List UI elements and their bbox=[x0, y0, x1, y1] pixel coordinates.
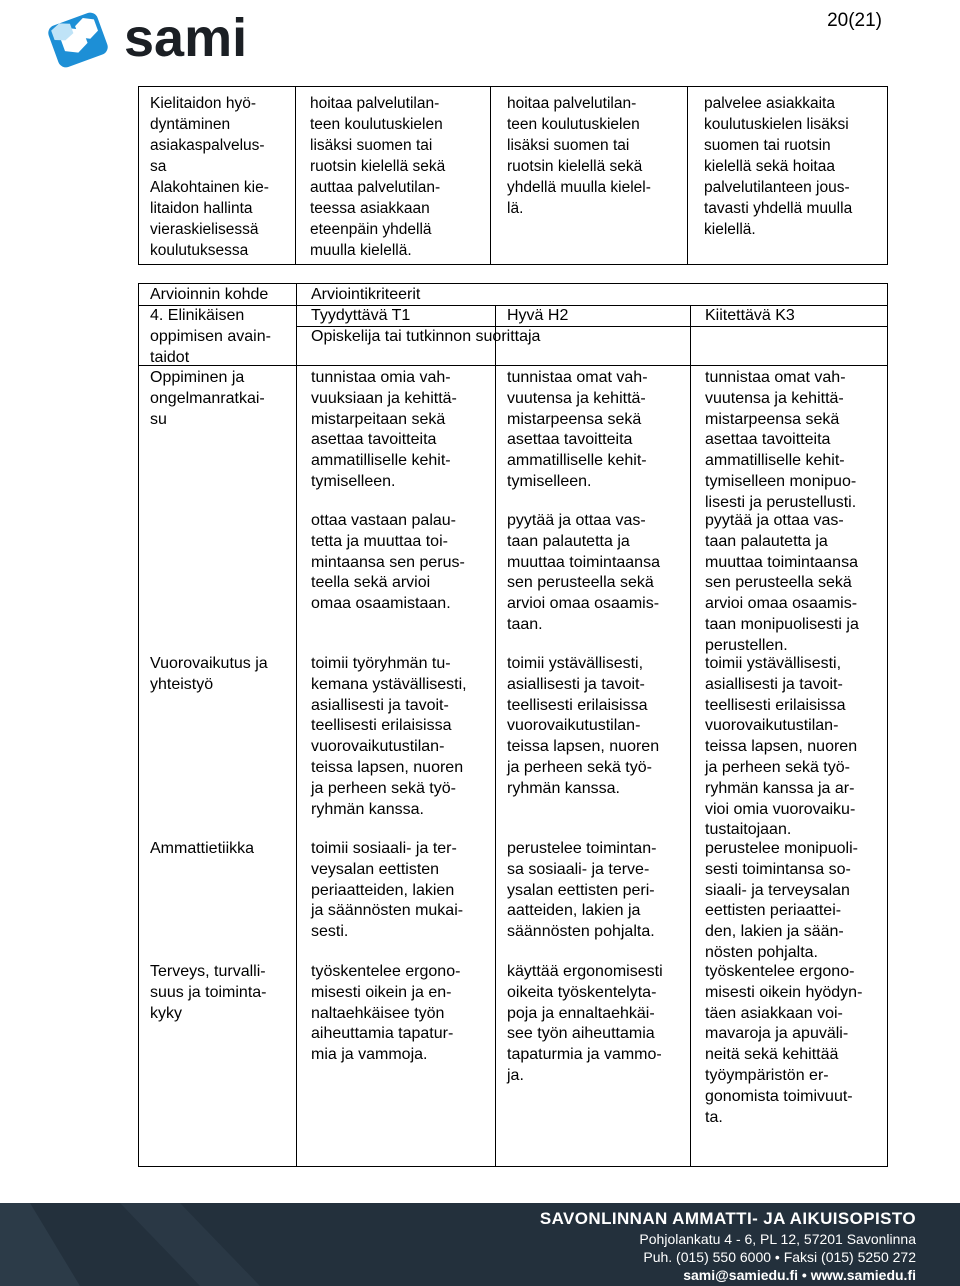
criterion-h2: toimii ystävällisesti, asiallisesti ja tavoit- teellisesti erilaisissa vuorovaikutustilan- teissa lapsen, nuoren ja perheen sekä työ- ryhmän kanssa. bbox=[507, 655, 660, 797]
section-title: 4. Elinikäisen oppimisen avain- taidot bbox=[150, 307, 271, 366]
criterion-h2: pyytää ja ottaa vas- taan palautetta ja muuttaa toimintaansa sen perusteella sekä arvioi omaa osaamis- taan. bbox=[507, 512, 660, 633]
footer-address: Pohjolankatu 4 - 6, PL 12, 57201 Savonlinna bbox=[639, 1231, 916, 1247]
t1-cell-h2: hoitaa palvelutilan- teen koulutuskielen lisäksi suomen tai ruotsin kielellä sekä yhdellä muulla kielel- lä. bbox=[507, 95, 651, 217]
page-number: 20(21) bbox=[827, 10, 882, 31]
header-kohde: Arvioinnin kohde bbox=[150, 286, 269, 303]
subject-line: Opiskelija tai tutkinnon suorittaja bbox=[311, 328, 541, 345]
criterion-h2: käyttää ergonomisesti oikeita työskentelyta- poja ja ennaltaehkäi- see työn aiheuttamia tapaturmia ja vammo- ja. bbox=[507, 963, 663, 1084]
t1-cell-k3: palvelee asiakkaita koulutuskielen lisäksi suomen tai ruotsin kielellä sekä hoitaa palvelutilanteen jous- tavasti yhdellä muulla kielellä. bbox=[704, 95, 853, 238]
criterion-label: Vuorovaikutus ja yhteistyö bbox=[150, 655, 268, 693]
grade-t1: Tyydyttävä T1 bbox=[311, 307, 411, 324]
criterion-k3: työskentelee ergono- misesti oikein hyödyn- täen asiakkaan voi- mavaroja ja apuväli- neitä sekä kehittää työympäristön er- gonomista toimivuut- ta. bbox=[705, 963, 863, 1126]
assessment-table bbox=[138, 283, 888, 1167]
criterion-t1: toimii sosiaali- ja ter- veysalan eettisten periaatteiden, lakien ja säännösten mukai- sesti. bbox=[311, 840, 464, 941]
criterion-k3: pyytää ja ottaa vas- taan palautetta ja muuttaa toimintaansa sen perusteella sekä arvioi omaa osaamis- taan monipuolisesti ja perustellen. bbox=[705, 512, 859, 654]
t1-col-h2 bbox=[490, 87, 688, 264]
language-skills-table bbox=[138, 86, 888, 265]
criterion-k3: tunnistaa omat vah- vuutensa ja kehittä- mistarpeensa sekä asettaa tavoitteita ammatilliselle kehit- tymiselleen monipuo- lisesti ja perustellusti. bbox=[705, 369, 857, 511]
footer-decoration bbox=[0, 1203, 600, 1286]
criterion-t1: työskentelee ergono- misesti oikein ja en- naltaehkäisee työn aiheuttamia tapatur- mia ja vammoja. bbox=[311, 963, 461, 1064]
footer-phone: Puh. (015) 550 6000 • Faksi (015) 5250 272 bbox=[643, 1249, 916, 1265]
grid-line bbox=[495, 306, 496, 1166]
t1-col-kohde bbox=[139, 87, 295, 264]
criterion-label: Oppiminen ja ongelmanratkai- su bbox=[150, 369, 265, 428]
criterion-k3: toimii ystävällisesti, asiallisesti ja tavoit- teellisesti erilaisissa vuorovaikutustilan- teissa lapsen, nuoren ja perheen sekä työ- ryhmän kanssa ja ar- vioi omia vuorovaiku- tustaitojaan. bbox=[705, 655, 858, 839]
header-kriteerit: Arviointikriteerit bbox=[311, 286, 421, 303]
criterion-t1: toimii työryhmän tu- kemana ystävällisesti, asiallisesti ja tavoit- teellisesti erilaisissa vuorovaikutustilan- teissa lapsen, nuoren ja perheen sekä työ- ryhmän kanssa. bbox=[311, 655, 467, 818]
t1-cell-kohde: Kielitaidon hyö- dyntäminen asiakaspalvelus- sa Alakohtainen kie- litaidon hallinta vieraskielisessä koulutuksessa bbox=[150, 95, 269, 259]
criterion-h2: tunnistaa omat vah- vuutensa ja kehittä- mistarpeensa sekä asettaa tavoitteita ammatilliselle kehit- tymiselleen. bbox=[507, 369, 648, 490]
t1-col-k3 bbox=[687, 87, 888, 264]
criterion-k3: perustelee monipuoli- sesti toimintansa so- siaali- ja terveysalan eettisten periaattei- den, lakien ja sään- nösten pohjalta. bbox=[705, 840, 858, 961]
grade-h2: Hyvä H2 bbox=[507, 307, 569, 324]
grade-k3: Kiitettävä K3 bbox=[705, 307, 795, 324]
criterion-label: Ammattietiikka bbox=[150, 840, 255, 857]
criterion-t1: tunnistaa omia vah- vuuksiaan ja kehittä- mistarpeitaan sekä asettaa tavoitteita ammatilliselle kehit- tymiselleen. bbox=[311, 369, 457, 490]
grid-line bbox=[296, 284, 297, 1166]
t1-col-t1 bbox=[295, 87, 491, 264]
footer-school: SAVONLINNAN AMMATTI- JA AIKUISOPISTO bbox=[539, 1209, 916, 1228]
footer-band bbox=[0, 1203, 960, 1286]
grid-line bbox=[690, 306, 691, 1166]
criterion-label: Terveys, turvalli- suus ja toiminta- kyky bbox=[150, 963, 267, 1022]
t1-cell-t1: hoitaa palvelutilan- teen koulutuskielen lisäksi suomen tai ruotsin kielellä sekä auttaa palvelutilan- teessa asiakkaan eteenpäin yhdellä muulla kielellä. bbox=[310, 95, 446, 259]
logo-wordmark: sami bbox=[124, 8, 248, 68]
criterion-t1: ottaa vastaan palau- tetta ja muuttaa toi- mintaansa sen perus- teella sekä arvioi omaa osaamistaan. bbox=[311, 512, 465, 613]
sami-logo-mark bbox=[40, 4, 280, 74]
footer-web: sami@samiedu.fi • www.samiedu.fi bbox=[683, 1267, 916, 1283]
sami-logo bbox=[40, 4, 280, 74]
criterion-h2: perustelee toimintan- sa sosiaali- ja terve- ysalan eettisten peri- aatteiden, lakien ja säännösten pohjalta. bbox=[507, 840, 657, 941]
